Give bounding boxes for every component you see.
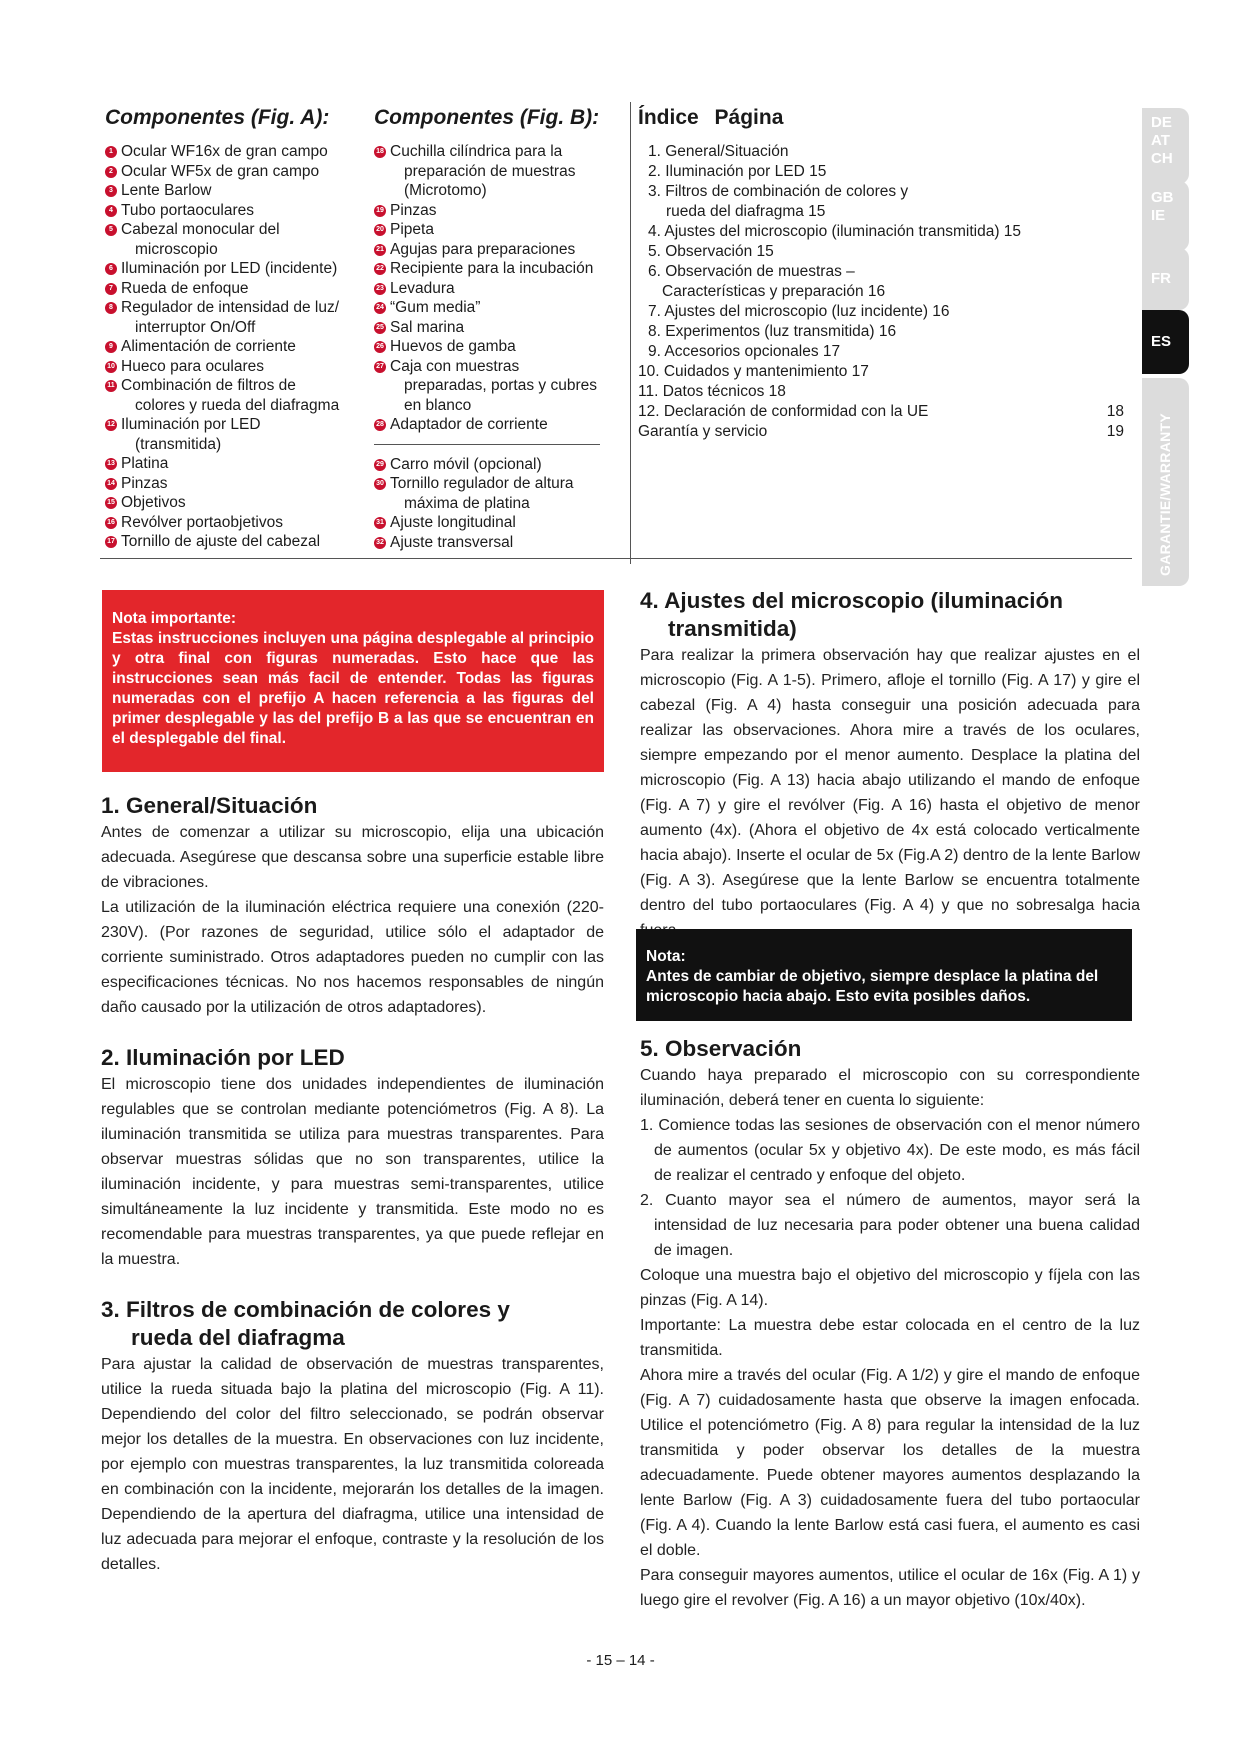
component-label: Caja con muestras	[390, 357, 520, 375]
section-4	[640, 587, 1140, 943]
index-entry-title: 9. Accesorios opcionales 17	[648, 343, 841, 360]
component-item	[374, 318, 624, 338]
index-entry[interactable]	[638, 322, 1124, 342]
component-item	[105, 357, 367, 377]
component-item	[374, 220, 624, 240]
index-entry[interactable]	[638, 222, 1124, 242]
component-item	[105, 474, 367, 494]
index-entry[interactable]	[638, 382, 1124, 402]
section-5-paragraph-3: Ahora mire a través del ocular (Fig. A 1/2) y gire el mando de enfoque (Fig. A 7) cuidadosamente hasta que observe la imagen enfocada. Utilice el potenciómetro (Fig. A 8) para regular la intensidad de la luz transmitida y poder observar los detalles de la muestra adecuadamente. Puede obtener mayores aumentos desplazando la lente Barlow (Fig. A 3) cuidadosamente fuera del tubo portaocular (Fig. A 4). Cuando la lente Barlow está casi fuera, el aumento es casi el doble.	[640, 1367, 1140, 1559]
component-label: Sal marina	[390, 318, 465, 336]
component-label: Pipeta	[390, 221, 434, 238]
section-5-list-item-2: 2. Cuanto mayor sea el número de aumentos, mayor será la intensidad de luz necesaria para poder obtener una buena calidad de imagen.	[640, 1192, 1140, 1259]
component-label: “Gum media”	[390, 299, 481, 316]
component-number-badge: 18	[374, 146, 386, 158]
index-entry-title: 7. Ajustes del microscopio (luz incidente) 16	[648, 303, 950, 320]
note-text: Antes de cambiar de objetivo, siempre desplace la platina del microscopio hacia abajo. Esto evita posibles daños.	[646, 968, 1099, 1005]
component-item	[105, 181, 367, 201]
component-item	[374, 279, 624, 299]
component-label-continued: colores y rueda del diafragma	[135, 396, 340, 414]
index-entry[interactable]	[638, 182, 1124, 202]
component-label-continued: (transmitida)	[135, 435, 222, 453]
component-number-badge: 2	[105, 166, 117, 178]
index-entry-page: 19	[1106, 423, 1124, 440]
component-item	[374, 513, 624, 533]
index-entry-title: 4. Ajustes del microscopio (iluminación transmitida) 15	[648, 223, 1022, 240]
component-label-continued: preparación de muestras	[404, 162, 576, 180]
tab-es[interactable]	[1142, 310, 1189, 374]
index-entry-title: 5. Observación 15	[648, 243, 774, 260]
component-number-badge: 21	[374, 244, 386, 256]
header-rule	[100, 558, 1132, 559]
section-5-list-item-1: 1. Comience todas las sesiones de observación con el menor número de aumentos (ocular 5x y objetivo 4x). De este modo, es más fácil de realizar el centrado y enfoque del objeto.	[640, 1117, 1140, 1184]
section-3	[101, 1296, 604, 1577]
index-entry[interactable]	[638, 302, 1124, 322]
page-numbers: - 15 – 14 -	[586, 1652, 655, 1669]
component-number-badge: 10	[105, 361, 117, 373]
section-4-title-line-2: transmitida)	[668, 616, 797, 641]
component-number-badge: 8	[105, 302, 117, 314]
component-item	[374, 298, 624, 318]
component-item	[105, 454, 367, 474]
tab-es-label: ES	[1151, 333, 1172, 350]
section-4-text: Para realizar la primera observación hay que realizar ajustes en el microscopio (Fig. A 1-5). Primero, afloje el tornillo (Fig. A 17) y gire el cabezal (Fig. A 4) hasta conseguir una posición adecuada para realizar las observaciones. Ahora mire a través de los oculares, siempre empezando por el menor aumento. Desplace la platina del microscopio (Fig. A 13) hacia abajo utilizando el mando de enfoque (Fig. A 7) y gire el revólver (Fig. A 16) hasta el objetivo de menor aumento (4x). (Ahora el objetivo de 4x está colocado verticalmente hacia abajo). Inserte el ocular de 5x (Fig.A 2) dentro de la lente Barlow (Fig. A 3). Asegúrese que la lente Barlow se encuentra totalmente dentro del tubo portaoculares (Fig. A 4) y que no sobresalga hacia	[640, 647, 1140, 914]
component-item	[105, 532, 367, 552]
section-3-title-line-1: 3. Filtros de combinación de colores y	[101, 1297, 510, 1322]
component-label: Tornillo de ajuste del cabezal	[121, 533, 321, 550]
index-entry-title: 8. Experimentos (luz transmitida) 16	[648, 323, 897, 340]
component-label: Cabezal monocular del	[121, 221, 280, 238]
components-a-list	[105, 142, 367, 552]
component-number-badge: 17	[105, 536, 117, 548]
index-entry[interactable]	[638, 162, 1124, 182]
section-2	[101, 1044, 604, 1272]
important-note-box	[102, 590, 604, 772]
component-label-continued: (Microtomo)	[404, 182, 487, 199]
component-label: Objetivos	[121, 494, 186, 511]
index-title: Índice Página	[638, 106, 784, 129]
tab-fr-label: FR	[1151, 270, 1171, 287]
component-item	[105, 201, 367, 221]
section-5-paragraph-2: Importante: La muestra debe estar colocada en el centro de la luz transmitida.	[640, 1317, 1140, 1359]
component-label: Revólver portaobjetivos	[121, 513, 283, 531]
component-number-badge: 31	[374, 517, 386, 529]
component-item	[105, 415, 367, 454]
component-label: Huevos de gamba	[390, 338, 516, 355]
component-label: Combinación de filtros de	[121, 377, 296, 394]
index	[638, 106, 1124, 506]
index-entry-title: 12. Declaración de conformidad con la UE	[638, 403, 929, 420]
component-label-continued: microscopio	[135, 240, 218, 258]
section-5-paragraph-1: Coloque una muestra bajo el objetivo del microscopio y fíjela con las pinzas (Fig. A 14).	[640, 1267, 1140, 1309]
component-number-badge: 24	[374, 302, 386, 314]
index-entry-title: rueda del diafragma 15	[666, 203, 826, 220]
component-label: Ocular WF16x de gran campo	[121, 143, 328, 160]
index-entry-title: 11. Datos técnicos 18	[638, 383, 786, 400]
components-b-divider	[374, 444, 600, 445]
component-label: Iluminación por LED	[121, 416, 261, 433]
component-item	[105, 298, 367, 337]
component-item	[105, 142, 367, 162]
component-label: Pinzas	[121, 474, 168, 492]
components-b-optional-list	[374, 455, 624, 553]
index-entry[interactable]	[638, 142, 1124, 162]
index-entries	[638, 142, 1124, 442]
note-label: Nota:	[646, 948, 686, 965]
component-item	[105, 337, 367, 357]
component-label: Iluminación por LED (incidente)	[121, 260, 338, 277]
component-number-badge: 25	[374, 322, 386, 334]
section-1-title: 1. General/Situación	[101, 793, 318, 818]
components-a	[105, 106, 367, 552]
tab-warranty[interactable]	[1142, 378, 1189, 586]
component-number-badge: 12	[105, 419, 117, 431]
index-entry-title: Características y preparación 16	[662, 283, 886, 300]
component-item	[374, 201, 624, 221]
component-number-badge: 9	[105, 341, 117, 353]
tab-warranty-label: GARANTIE/WARRANTY	[1157, 413, 1173, 576]
component-item	[105, 279, 367, 299]
component-item	[105, 376, 367, 415]
component-item	[374, 474, 624, 513]
section-4-title-line-1: 4. Ajustes del microscopio (iluminación	[640, 588, 1064, 613]
section-5-paragraph-4: Para conseguir mayores aumentos, utilice el ocular de 16x (Fig. A 1) y luego gire el revolver (Fig. A 16) a un mayor objetivo (10x/40x).	[640, 1567, 1140, 1609]
components-a-title: Componentes (Fig. A):	[105, 106, 330, 129]
component-number-badge: 16	[105, 517, 117, 529]
component-number-badge: 1	[105, 146, 117, 158]
index-entry[interactable]	[638, 362, 1124, 382]
section-2-text: El microscopio tiene dos unidades independientes de iluminación regulables que se controlan mediante potenciómetros (Fig. A 8). La iluminación transmitida se utiliza para muestras transparentes. Para observar muestras sólidas que no son transparentes, utilice la iluminación incidente, y para muestras semi-transparentes, utilice simultáneamente la luz incidente y transmitida. Este modo no es recomendable para muestras transparentes, ya que puede reflejar en la muestra.	[101, 1076, 604, 1268]
section-5	[640, 1035, 1140, 1613]
section-3-text: Para ajustar la calidad de observación de muestras transparentes, utilice la rueda situada bajo la platina del microscopio (Fig. A 11). Dependiendo del color del filtro seleccionado, se podrán observar mejor los detalles de la muestra. En observaciones con luz incidente, por ejemplo con muestras transparentes, la luz transmitida coloreada en combinación con la incidente, mejorarán los detalles de la imagen. Dependiendo de la apertura del diafragma, utilice una intensidad de luz adecuada para mejorar el enfoque, contraste y la resolución de los detalles.	[101, 1356, 604, 1573]
component-label: Lente Barlow	[121, 182, 212, 199]
component-label: Ajuste longitudinal	[390, 514, 516, 531]
component-item	[105, 493, 367, 513]
component-number-badge: 22	[374, 263, 386, 275]
component-number-badge: 23	[374, 283, 386, 295]
important-note-label: Nota importante:	[112, 610, 236, 627]
section-5-intro: Cuando haya preparado el microscopio con su correspondiente iluminación, deberá tener en cuenta lo siguiente:	[640, 1067, 1140, 1109]
component-number-badge: 3	[105, 185, 117, 197]
component-label: Adaptador de corriente	[390, 416, 548, 433]
component-label-continued: interruptor On/Off	[135, 318, 256, 336]
section-1-paragraph-2: La utilización de la iluminación eléctrica requiere una conexión (220-230V). (Por razones de seguridad, utilice sólo el adaptador de corriente suministrado. Otros adaptadores pueden no cumplir con las especificaciones técnicas. No nos hacemos responsables de ningún daño causado por la utilización de otros adaptadores).	[101, 899, 604, 1016]
component-label: Pinzas	[390, 201, 437, 219]
index-entry-title: 6. Observación de muestras –	[648, 263, 855, 280]
tab-fr[interactable]	[1142, 248, 1189, 310]
section-3-title-line-2: rueda del diafragma	[131, 1325, 345, 1350]
component-label-continued: preparadas, portas y cubres	[404, 377, 597, 394]
component-number-badge: 28	[374, 419, 386, 431]
component-number-badge: 14	[105, 478, 117, 490]
component-item	[105, 162, 367, 182]
component-number-badge: 26	[374, 341, 386, 353]
component-item	[374, 357, 624, 416]
component-item	[374, 337, 624, 357]
component-item	[374, 259, 624, 279]
component-label-continued: máxima de platina	[404, 494, 530, 512]
components-b	[374, 106, 624, 552]
note-box	[636, 929, 1132, 1021]
component-label: Regulador de intensidad de luz/	[121, 299, 340, 316]
column-divider	[630, 102, 631, 564]
component-number-badge: 13	[105, 458, 117, 470]
component-number-badge: 15	[105, 497, 117, 509]
component-number-badge: 27	[374, 361, 386, 373]
tab-de[interactable]	[1142, 108, 1189, 184]
component-label: Tornillo regulador de altura	[390, 475, 574, 492]
component-number-badge: 20	[374, 224, 386, 236]
component-number-badge: 7	[105, 283, 117, 295]
component-number-badge: 11	[105, 380, 117, 392]
section-2-title: 2. Iluminación por LED	[101, 1045, 345, 1070]
component-item	[374, 455, 624, 475]
component-item	[374, 240, 624, 260]
index-entry[interactable]	[638, 422, 1124, 442]
component-number-badge: 6	[105, 263, 117, 275]
section-1	[101, 792, 604, 1020]
component-number-badge: 4	[105, 205, 117, 217]
components-b-list	[374, 142, 624, 435]
component-item	[105, 259, 367, 279]
index-entry[interactable]	[638, 402, 1124, 422]
index-entry-title: 10. Cuidados y mantenimiento 17	[638, 363, 869, 380]
index-entry[interactable]	[638, 342, 1124, 362]
tab-gb-label: GB IE	[1151, 189, 1174, 224]
component-item	[374, 415, 624, 435]
component-label-continued: en blanco	[404, 396, 472, 414]
component-label: Platina	[121, 455, 169, 472]
index-entry-title: Garantía y servicio	[638, 423, 768, 440]
component-label: Rueda de enfoque	[121, 279, 249, 297]
section-1-paragraph-1: Antes de comenzar a utilizar su microscopio, elija una ubicación adecuada. Asegúrese que descansa sobre una superficie estable libre de vibraciones.	[101, 824, 604, 891]
component-label: Ocular WF5x de gran campo	[121, 162, 320, 180]
index-entry-page: 18	[1106, 403, 1124, 420]
component-label: Cuchilla cilíndrica para la	[390, 143, 563, 160]
index-entry[interactable]	[638, 242, 1124, 262]
tab-gb[interactable]	[1142, 181, 1189, 251]
component-number-badge: 5	[105, 224, 117, 236]
component-label: Ajuste transversal	[390, 533, 514, 551]
tab-de-label: DE AT CH	[1151, 114, 1173, 167]
index-entry[interactable]	[638, 262, 1124, 282]
component-label: Agujas para preparaciones	[390, 240, 576, 258]
component-item	[374, 142, 624, 201]
index-entry-title: 2. Iluminación por LED 15	[648, 163, 827, 180]
index-entry[interactable]	[638, 282, 1124, 302]
component-label: Carro móvil (opcional)	[390, 455, 542, 473]
component-number-badge: 30	[374, 478, 386, 490]
component-label: Tubo portaoculares	[121, 201, 254, 219]
component-item	[105, 220, 367, 259]
index-entry-title: 3. Filtros de combinación de colores y	[648, 183, 909, 200]
component-number-badge: 29	[374, 459, 386, 471]
component-label: Levadura	[390, 279, 455, 297]
component-number-badge: 32	[374, 537, 386, 549]
index-entry[interactable]	[638, 202, 1124, 222]
important-note-text: Estas instrucciones incluyen una página desplegable al principio y otra final con figuras numeradas. Esto hace que las instrucciones sean más facil de entender. Todas las figuras numeradas con el prefijo A hacen referencia a las figuras del primer desplegable y las del prefijo B a las que se encuentran en el desplegable del final.	[112, 630, 594, 747]
component-item	[105, 513, 367, 533]
index-entry-title: 1. General/Situación	[648, 143, 789, 160]
component-label: Alimentación de corriente	[121, 338, 296, 355]
component-item	[374, 533, 624, 553]
component-number-badge: 19	[374, 205, 386, 217]
section-5-title: 5. Observación	[640, 1036, 802, 1061]
components-b-title: Componentes (Fig. B):	[374, 106, 600, 129]
component-label: Hueco para oculares	[121, 357, 265, 375]
component-label: Recipiente para la incubación	[390, 260, 594, 277]
